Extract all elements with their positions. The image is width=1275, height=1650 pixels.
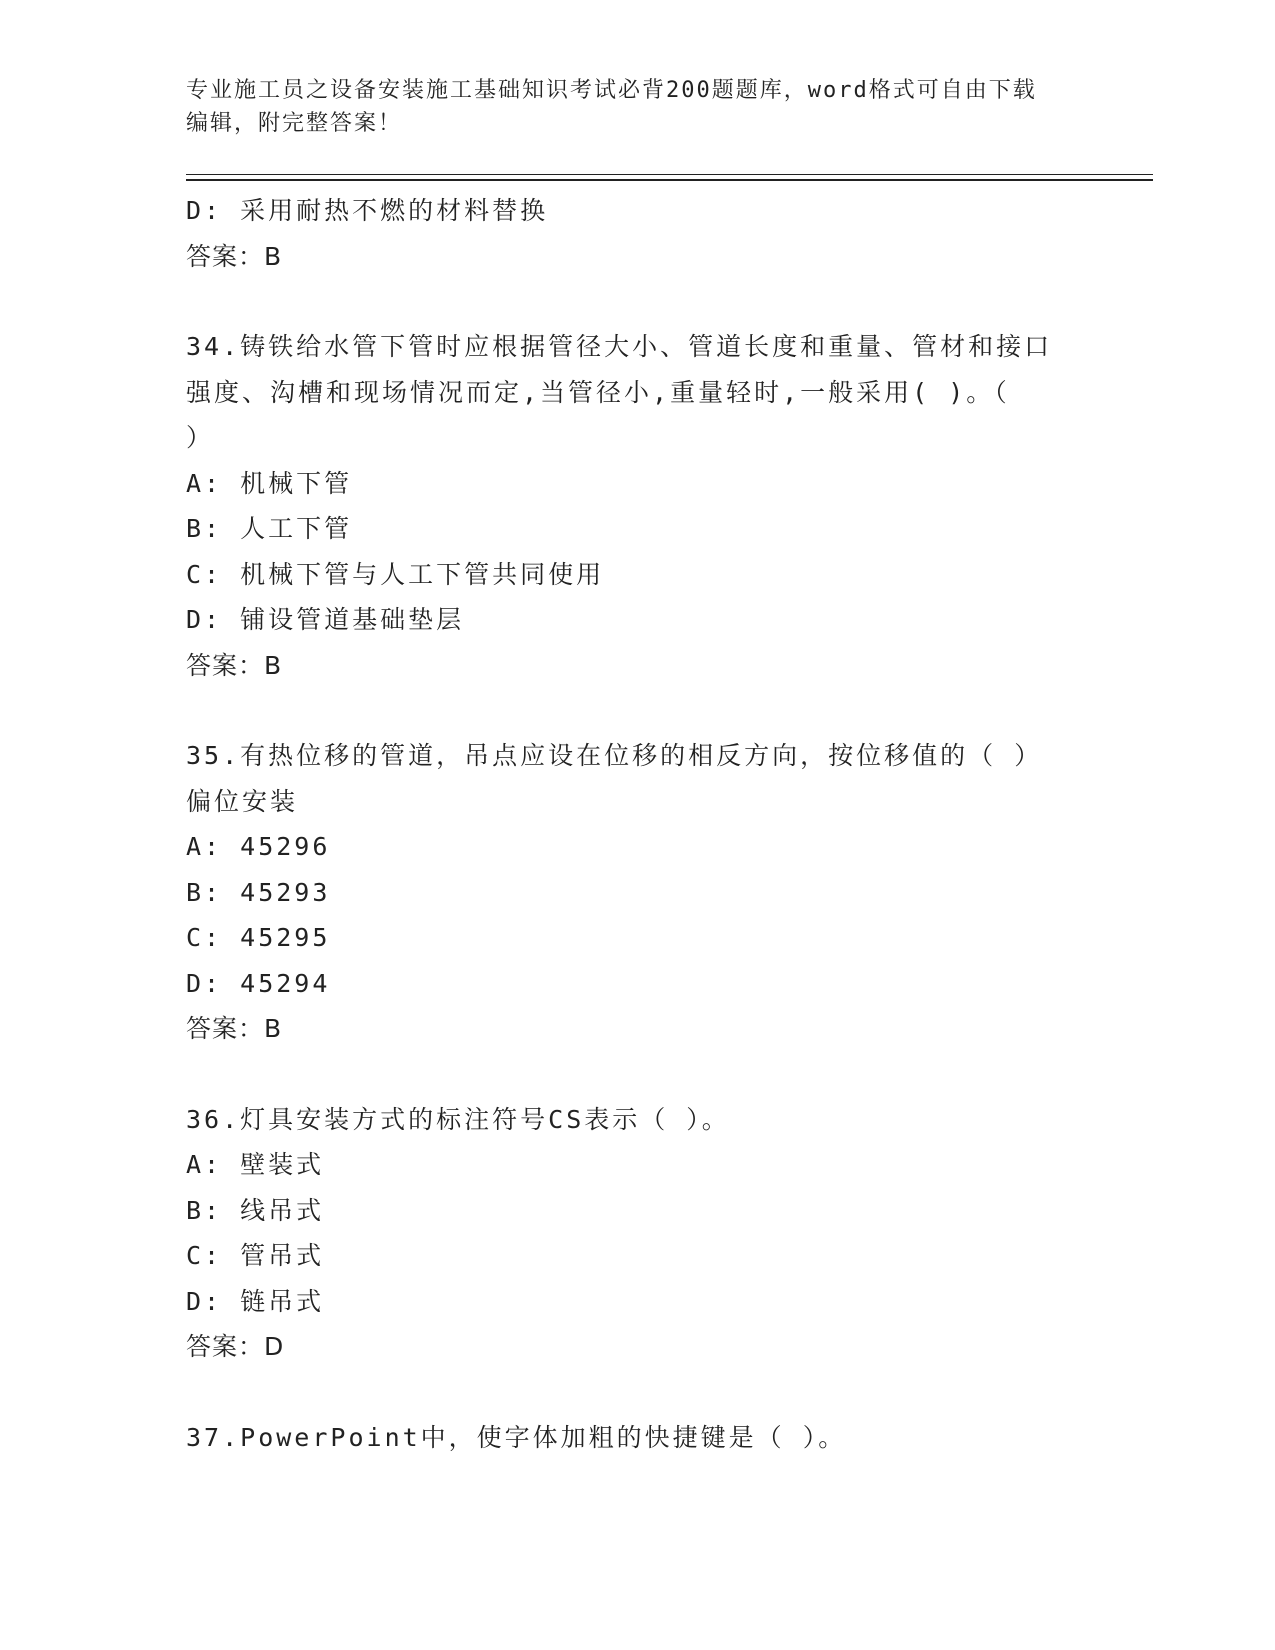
option-a: A: 45296 (186, 832, 331, 861)
question-35 (186, 733, 1086, 1052)
option-b: B: 人工下管 (186, 514, 353, 543)
question-text-line: 偏位安装 (186, 786, 299, 816)
option-d: D: 链吊式 (186, 1286, 325, 1316)
document-header (186, 74, 1086, 140)
option-d: D: 45294 (186, 968, 331, 998)
option-b: B: 45293 (186, 877, 331, 907)
answer-line: 答案：B (186, 1014, 283, 1043)
previous-question-block (186, 188, 1086, 279)
option-a: A: 壁装式 (186, 1150, 325, 1179)
answer-line: 答案：B (186, 650, 283, 680)
question-text-line: 36.灯具安装方式的标注符号CS表示（ ）。 (186, 1104, 730, 1134)
header-divider-thin (186, 174, 1153, 175)
option-d: D: 采用耐热不燃的材料替换 (186, 196, 549, 225)
answer-line: 答案：B (186, 241, 283, 271)
option-d: D: 铺设管道基础垫层 (186, 605, 465, 634)
option-b: B: 线吊式 (186, 1195, 325, 1225)
question-37 (186, 1415, 1086, 1461)
option-c: C: 45295 (186, 923, 331, 952)
answer-line: 答案：D (186, 1332, 285, 1361)
option-c: C: 管吊式 (186, 1241, 325, 1270)
question-text-line: 34.铸铁给水管下管时应根据管径大小、管道长度和重量、管材和接口 (186, 332, 1053, 361)
question-text-line: ） (186, 423, 215, 452)
header-divider-thick (186, 179, 1153, 181)
question-list (186, 188, 1086, 1460)
question-34 (186, 324, 1086, 688)
question-text-line: 35.有热位移的管道，吊点应设在位移的相反方向，按位移值的（ ） (186, 741, 1043, 770)
header-title-line1: 专业施工员之设备安装施工基础知识考试必背200题题库，word格式可自由下载 (186, 78, 1037, 103)
option-c: C: 机械下管与人工下管共同使用 (186, 559, 605, 589)
question-text-line: 强度、沟槽和现场情况而定,当管径小,重量轻时,一般采用( )。（ (186, 377, 1010, 407)
option-a: A: 机械下管 (186, 468, 353, 498)
header-title-line2: 编辑，附完整答案！ (186, 111, 403, 136)
question-text-line: 37.PowerPoint中，使字体加粗的快捷键是（ ）。 (186, 1422, 847, 1452)
question-36 (186, 1097, 1086, 1370)
